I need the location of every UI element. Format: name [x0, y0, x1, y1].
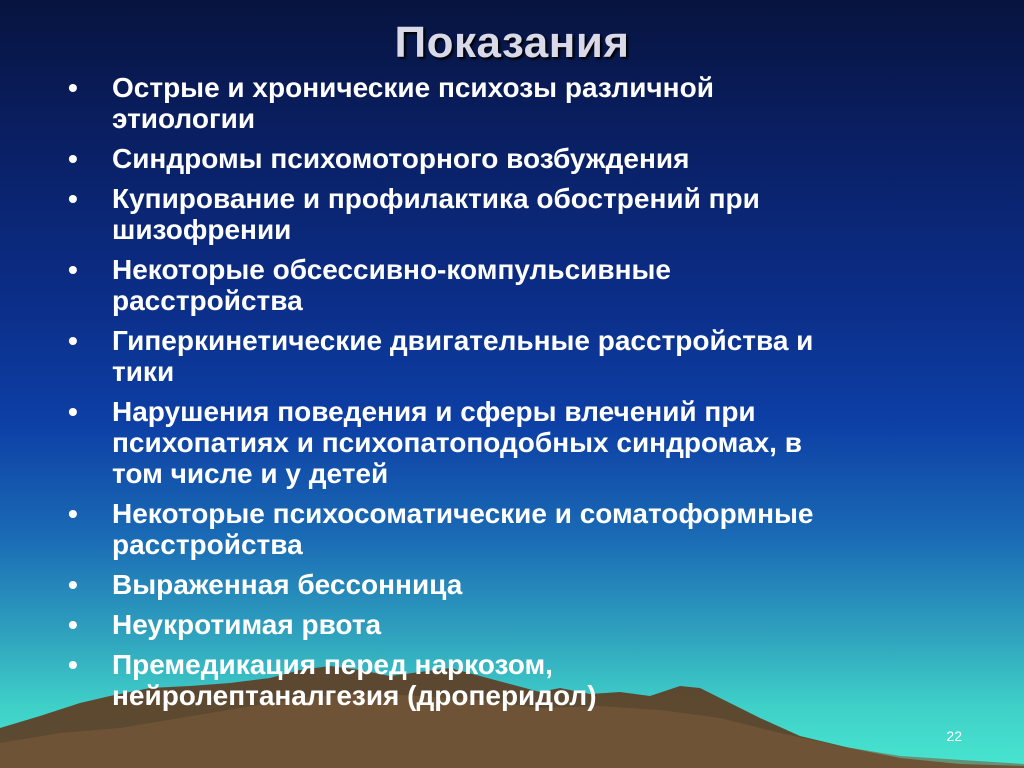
list-item-text: Премедикация перед наркозом,: [112, 649, 553, 680]
list-item-text: Некоторые психосоматические и соматоформные: [112, 498, 814, 529]
list-item-text: Выраженная бессонница: [112, 569, 463, 600]
bullet-icon: •: [68, 72, 78, 103]
bullet-icon: •: [68, 396, 78, 427]
list-item-text: шизофрении: [112, 214, 292, 245]
list-item-text: Синдромы психомоторного возбуждения: [112, 143, 690, 174]
page-number: 22: [946, 728, 962, 744]
list-item-text: Некоторые обсессивно-компульсивные: [112, 254, 671, 285]
list-item: [66, 325, 986, 387]
bullet-icon: •: [68, 254, 78, 285]
list-item-text: расстройства: [112, 529, 303, 560]
list-item: [66, 569, 986, 600]
list-item: [66, 609, 986, 640]
list-item: [66, 183, 986, 245]
bullet-icon: •: [68, 649, 78, 680]
list-item: [66, 72, 986, 134]
list-item-text: расстройства: [112, 285, 303, 316]
list-item: [66, 498, 986, 560]
list-item-text: этиологии: [112, 103, 256, 134]
bullet-icon: •: [68, 609, 78, 640]
slide-title: Показания: [394, 18, 630, 67]
bullet-icon: •: [68, 325, 78, 356]
list-item-text: том числе и у детей: [112, 458, 389, 489]
list-item-text: Неукротимая рвота: [112, 609, 382, 640]
list-item-text: психопатиях и психопатоподобных синдромах, в: [112, 427, 802, 458]
bullet-list: [66, 72, 986, 720]
list-item: [66, 396, 986, 489]
list-item-text: Нарушения поведения и сферы влечений при: [112, 396, 756, 427]
bullet-icon: •: [68, 143, 78, 174]
list-item-text: Острые и хронические психозы различной: [112, 72, 714, 103]
list-item-text: Купирование и профилактика обострений при: [112, 183, 760, 214]
bullet-icon: •: [68, 498, 78, 529]
list-item: [66, 143, 986, 174]
list-item: [66, 649, 986, 711]
list-item: [66, 254, 986, 316]
bullet-icon: •: [68, 569, 78, 600]
list-item-text: Гиперкинетические двигательные расстройства и: [112, 325, 814, 356]
bullet-icon: •: [68, 183, 78, 214]
list-item-text: нейролептаналгезия (дроперидол): [112, 680, 597, 711]
list-item-text: тики: [112, 356, 175, 387]
